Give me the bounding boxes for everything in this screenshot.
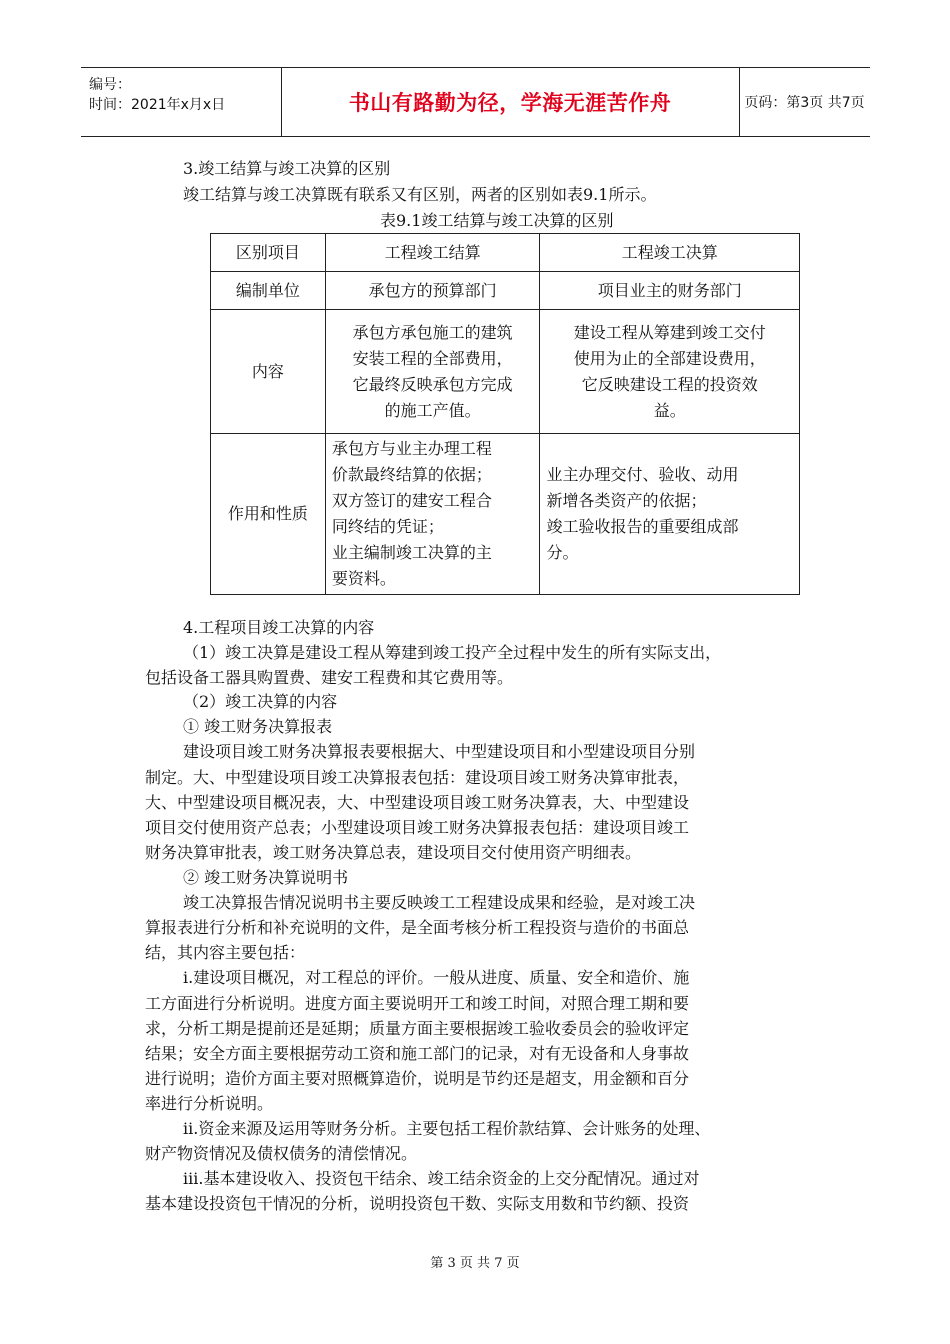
cell-line: 使用为止的全部建设费用， bbox=[573, 348, 766, 368]
cell-line: 安装工程的全部费用， bbox=[352, 348, 513, 368]
section3-intro: 竣工结算与竣工决算既有联系又有区别，两者的区别如表9.1所示。 bbox=[183, 185, 657, 204]
cell-line: 建设工程从筹建到竣工交付 bbox=[573, 322, 766, 342]
page-footer: 第 3 页 共 7 页 bbox=[430, 1256, 520, 1271]
table-header-cell: 工程竣工决算 bbox=[540, 234, 800, 272]
cell-line: 业主办理交付、验收、动用 bbox=[546, 465, 739, 484]
doc-number-label: 编号： bbox=[89, 77, 131, 93]
date-label: 时间：2021年x月x日 bbox=[89, 97, 226, 113]
table-row bbox=[211, 434, 800, 595]
table-cell bbox=[325, 434, 540, 595]
subheading: ② 竣工财务决算说明书 bbox=[183, 868, 349, 887]
cell-line: 承包方承包施工的建筑 bbox=[352, 322, 513, 342]
paragraph-line: 进行说明；造价方面主要对照概算造价，说明是节约还是超支，用金额和百分 bbox=[145, 1069, 690, 1088]
subheading: （2）竣工决算的内容 bbox=[183, 692, 338, 711]
cell-line: 分。 bbox=[546, 543, 579, 562]
paragraph-line: 率进行分析说明。 bbox=[145, 1094, 274, 1113]
header-meta-cell bbox=[81, 68, 282, 136]
section4-heading: 4.工程项目竣工决算的内容 bbox=[183, 618, 375, 637]
cell-line: 承包方的预算部门 bbox=[368, 280, 497, 300]
cell-line: 价款最终结算的依据； bbox=[331, 465, 492, 484]
table-cell bbox=[540, 310, 800, 434]
cell-line: 双方签订的建安工程合 bbox=[331, 491, 492, 510]
paragraph-line: 基本建设投资包干情况的分析，说明投资包干数、实际支用数和节约额、投资 bbox=[145, 1194, 690, 1213]
cell-line: 要资料。 bbox=[331, 569, 396, 588]
paragraph-line: 财务决算审批表，竣工财务决算总表，建设项目交付使用资产明细表。 bbox=[145, 843, 642, 862]
cell-line: 它反映建设工程的投资效 bbox=[581, 374, 758, 394]
paragraph-line: 大、中型建设项目概况表，大、中型建设项目竣工财务决算表，大、中型建设 bbox=[145, 793, 690, 812]
paragraph-line: ⅱ.资金来源及运用等财务分析。主要包括工程价款结算、会计账务的处理、 bbox=[183, 1119, 711, 1138]
paragraph-line: 建设项目竣工财务决算报表要根据大、中型建设项目和小型建设项目分别 bbox=[183, 742, 696, 761]
comparison-table bbox=[210, 233, 800, 595]
table-cell bbox=[325, 272, 540, 310]
cell-line: 项目业主的财务部门 bbox=[597, 280, 742, 300]
paragraph-line: 算报表进行分析和补充说明的文件，是全面考核分析工程投资与造价的书面总 bbox=[145, 918, 690, 937]
paragraph-line: ⅲ.基本建设收入、投资包干结余、竣工结余资金的上交分配情况。通过对 bbox=[183, 1169, 700, 1188]
cell-line: 的施工产值。 bbox=[384, 400, 481, 420]
cell-line: 业主编制竣工决算的主 bbox=[331, 543, 492, 562]
paragraph-line: 竣工决算报告情况说明书主要反映竣工工程建设成果和经验，是对竣工决 bbox=[183, 893, 696, 912]
table-cell bbox=[540, 434, 800, 595]
row-label: 编制单位 bbox=[211, 272, 326, 310]
cell-line: 益。 bbox=[653, 400, 686, 420]
table-row bbox=[211, 310, 800, 434]
cell-line: 承包方与业主办理工程 bbox=[331, 439, 492, 458]
paragraph-line: 制定。大、中型建设项目竣工决算报表包括：建设项目竣工财务决算审批表， bbox=[145, 768, 690, 787]
cell-line: 同终结的凭证； bbox=[331, 517, 444, 536]
table-cell bbox=[540, 272, 800, 310]
paragraph-line: 结果；安全方面主要根据劳动工资和施工部门的记录，对有无设备和人身事故 bbox=[145, 1044, 690, 1063]
header-page-number: 页码：第3页 共7页 bbox=[744, 95, 865, 111]
cell-line: 竣工验收报告的重要组成部 bbox=[546, 517, 739, 536]
table-row bbox=[211, 272, 800, 310]
paragraph-line: 财产物资情况及债权债务的清偿情况。 bbox=[145, 1144, 418, 1163]
header-motto: 书山有路勤为径，学海无涯苦作舟 bbox=[281, 68, 740, 136]
cell-line: 新增各类资产的依据； bbox=[546, 491, 707, 510]
section3-heading: 3.竣工结算与竣工决算的区别 bbox=[183, 159, 391, 178]
page-header bbox=[81, 67, 870, 137]
paragraph-line: 结，其内容主要包括： bbox=[145, 943, 306, 962]
table-caption: 表9.1竣工结算与竣工决算的区别 bbox=[380, 211, 614, 230]
table-cell bbox=[325, 310, 540, 434]
paragraph-line: （1）竣工决算是建设工程从筹建到竣工投产全过程中发生的所有实际支出， bbox=[183, 643, 722, 662]
subheading: ① 竣工财务决算报表 bbox=[183, 717, 333, 736]
paragraph-line: 工方面进行分析说明。进度方面主要说明开工和竣工时间，对照合理工期和要 bbox=[145, 994, 690, 1013]
row-label: 内容 bbox=[211, 310, 326, 434]
cell-line: 它最终反映承包方完成 bbox=[352, 374, 513, 394]
paragraph-line: 包括设备工器具购置费、建安工程费和其它费用等。 bbox=[145, 668, 514, 687]
table-header-cell: 区别项目 bbox=[211, 234, 326, 272]
table-header-row bbox=[211, 234, 800, 272]
paragraph-line: 项目交付使用资产总表；小型建设项目竣工财务决算报表包括：建设项目竣工 bbox=[145, 818, 690, 837]
table-header-cell: 工程竣工结算 bbox=[325, 234, 540, 272]
paragraph-line: ⅰ.建设项目概况，对工程总的评价。一般从进度、质量、安全和造价、施 bbox=[183, 968, 690, 987]
row-label: 作用和性质 bbox=[211, 434, 326, 595]
paragraph-line: 求，分析工期是提前还是延期；质量方面主要根据竣工验收委员会的验收评定 bbox=[145, 1019, 690, 1038]
